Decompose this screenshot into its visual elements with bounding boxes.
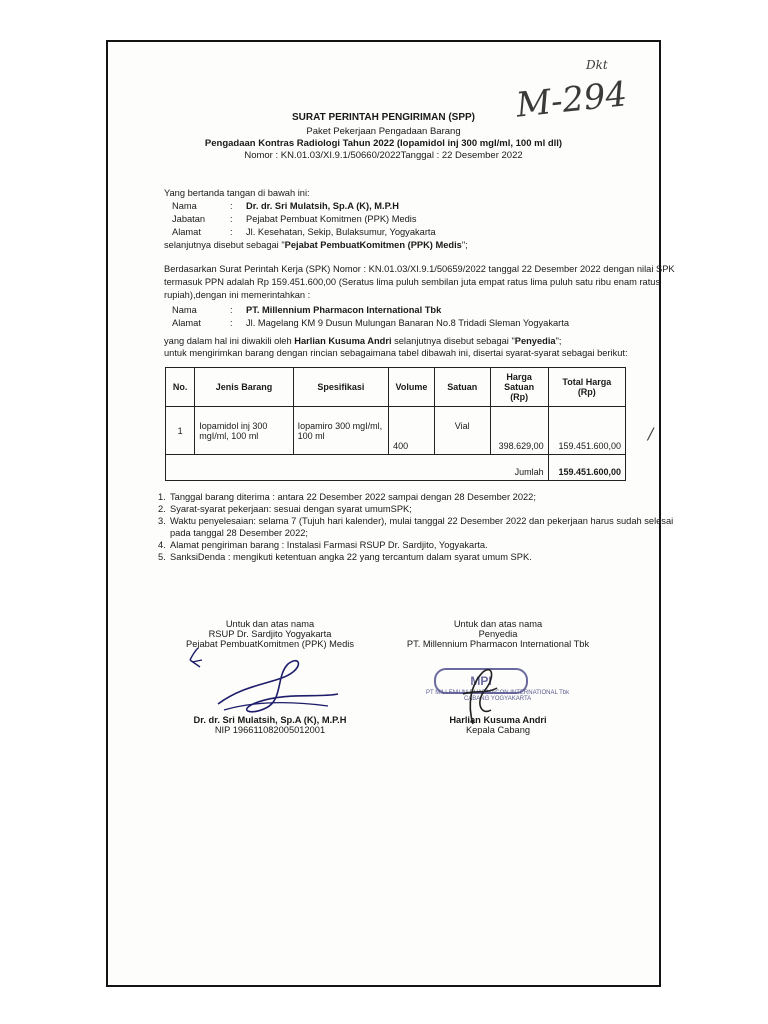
term-item	[158, 516, 673, 528]
cell-total-price: 159.451.600,00	[548, 407, 625, 455]
term-number: 2.	[158, 504, 166, 514]
spk-line-2: termasuk PPN adalah Rp 159.451.600,00 (Seratus lima puluh sembilan juta empat ratus lima puluh satu ribu enam ratus	[164, 277, 661, 287]
items-table	[165, 367, 626, 481]
cell-item: Iopamidol inj 300 mgI/ml, 100 ml	[195, 407, 293, 455]
term-item	[158, 492, 673, 504]
vendor-label-address: Alamat	[172, 318, 201, 328]
term-text: Tanggal barang diterima : antara 22 Desember 2022 sampai dengan 28 Desember 2022;	[170, 492, 536, 502]
signer-label-position: Jabatan	[172, 214, 206, 224]
header-total-price: Total Harga (Rp)	[548, 368, 625, 407]
header-unit: Satuan	[434, 368, 490, 407]
signer-outro-prefix: selanjutnya disebut sebagai "	[164, 240, 285, 250]
spk-line-1: Berdasarkan Surat Perintah Kerja (SPK) Nomor : KN.01.03/XI.9.1/50659/2022 tanggal 22 Desember 2022 dengan nilai SPK	[164, 264, 675, 274]
term-text: Waktu penyelesaian: selama 7 (Tujuh hari kalender), mulai tanggal 22 Desember 2022 dan pekerjaan harus sudah selesai	[170, 516, 674, 526]
colon: :	[230, 227, 233, 237]
cell-no: 1	[166, 407, 195, 455]
signer-outro	[164, 240, 468, 250]
handwritten-initials: Dkt	[586, 58, 608, 72]
term-number: 1.	[158, 492, 166, 502]
signer-address: Jl. Kesehatan, Sekip, Bulaksumur, Yogyakarta	[246, 227, 436, 237]
company-stamp-logo: MPI	[434, 668, 528, 694]
colon: :	[230, 305, 233, 315]
term-number: 3.	[158, 516, 166, 526]
right-sign-line-2: Penyedia	[478, 629, 518, 639]
representative-line	[164, 336, 561, 346]
cell-spec: Iopamiro 300 mgI/ml, 100 ml	[293, 407, 388, 455]
right-sign-line-3: PT. Millennium Pharmacon International Tbk	[406, 639, 590, 649]
vendor-name: PT. Millennium Pharmacon International Tbk	[246, 305, 442, 315]
left-signature-image	[188, 642, 358, 722]
colon: :	[230, 214, 233, 224]
cell-unit-price: 398.629,00	[490, 407, 548, 455]
rep-role: Penyedia	[514, 336, 556, 346]
cell-volume: 400	[389, 407, 435, 455]
header-unit-price: Harga Satuan (Rp)	[490, 368, 548, 407]
rep-prefix: yang dalam hal ini diwakili oleh	[164, 336, 295, 346]
left-signer-footer	[160, 715, 380, 735]
cell-unit: Vial	[434, 407, 490, 455]
term-text: Alamat pengiriman barang : Instalasi Farmasi RSUP Dr. Sardjito, Yogyakarta.	[170, 540, 488, 550]
term-number: 5.	[158, 552, 166, 562]
colon: :	[230, 201, 233, 211]
term-text: SanksiDenda : mengikuti ketentuan angka 22 yang tercantum dalam syarat umum SPK.	[170, 552, 532, 562]
left-sign-line-3: Pejabat PembuatKomitmen (PPK) Medis	[186, 639, 354, 649]
term-item	[158, 528, 673, 540]
document-number: Nomor : KN.01.03/XI.9.1/50660/2022Tanggal : 22 Desember 2022	[244, 150, 523, 161]
table-row	[166, 407, 626, 455]
right-signature-block	[388, 619, 608, 649]
document-title: SURAT PERINTAH PENGIRIMAN (SPP)	[292, 112, 475, 123]
table-total-row	[166, 455, 626, 481]
term-item	[158, 540, 673, 552]
right-signer-title: Kepala Cabang	[465, 725, 531, 735]
handwritten-code: M-294	[514, 74, 629, 126]
term-text: pada tanggal 28 Desember 2022;	[170, 528, 309, 538]
term-text: Syarat-syarat pekerjaan: sesuai dengan syarat umumSPK;	[170, 504, 412, 514]
signer-outro-suffix: ";	[461, 240, 468, 250]
document-page	[108, 42, 675, 985]
right-signer-footer	[388, 715, 608, 735]
signer-label-address: Alamat	[172, 227, 201, 237]
left-sign-line-2: RSUP Dr. Sardjito Yogyakarta	[208, 629, 332, 639]
header-spec: Spesifikasi	[293, 368, 388, 407]
total-value: 159.451.600,00	[548, 455, 625, 481]
table-header-row	[166, 368, 626, 407]
left-signer-name: Dr. dr. Sri Mulatsih, Sp.A (K), M.P.H	[193, 715, 347, 725]
header-volume: Volume	[389, 368, 435, 407]
total-label: Jumlah	[166, 455, 549, 481]
term-item	[158, 552, 673, 564]
term-number: 4.	[158, 540, 166, 550]
right-sign-line-1: Untuk dan atas nama	[453, 619, 543, 629]
representative-line-2: untuk mengirimkan barang dengan rincian sebagaimana tabel dibawah ini, disertai syarat-syarat sebagai berikut:	[164, 348, 628, 358]
vendor-label-name: Nama	[172, 305, 197, 315]
left-sign-line-1: Untuk dan atas nama	[225, 619, 315, 629]
signer-intro: Yang bertanda tangan di bawah ini:	[164, 188, 310, 198]
terms-list	[158, 492, 673, 564]
left-signer-nip: NIP 196611082005012001	[214, 725, 326, 735]
signer-position: Pejabat Pembuat Komitmen (PPK) Medis	[246, 214, 417, 224]
right-signer-name: Harlian Kusuma Andri	[449, 715, 547, 725]
colon: :	[230, 318, 233, 328]
signer-outro-role: Pejabat PembuatKomitmen (PPK) Medis	[284, 240, 462, 250]
stamp-city: CABANG YOGYAKARTA	[463, 696, 532, 702]
handwritten-mark: /	[648, 424, 654, 443]
rep-mid: selanjutnya disebut sebagai "	[391, 336, 515, 346]
stamp-line: PT MILLENIUM PHARMACON INTERNATIONAL Tbk	[426, 690, 570, 696]
header-item: Jenis Barang	[195, 368, 293, 407]
signer-label-name: Nama	[172, 201, 197, 211]
term-item	[158, 504, 673, 516]
spk-line-3: rupiah),dengan ini memerintahkan :	[164, 290, 311, 300]
rep-name: Harlian Kusuma Andri	[294, 336, 392, 346]
vendor-address: Jl. Magelang KM 9 Dusun Mulungan Banaran No.8 Tridadi Sleman Yogyakarta	[246, 318, 570, 328]
document-subtitle: Paket Pekerjaan Pengadaan Barang	[306, 126, 461, 137]
project-title: Pengadaan Kontras Radiologi Tahun 2022 (Iopamidol inj 300 mgI/ml, 100 ml dll)	[204, 138, 563, 149]
signer-name: Dr. dr. Sri Mulatsih, Sp.A (K), M.P.H	[246, 201, 399, 211]
header-no: No.	[166, 368, 195, 407]
rep-suffix: ";	[555, 336, 562, 346]
